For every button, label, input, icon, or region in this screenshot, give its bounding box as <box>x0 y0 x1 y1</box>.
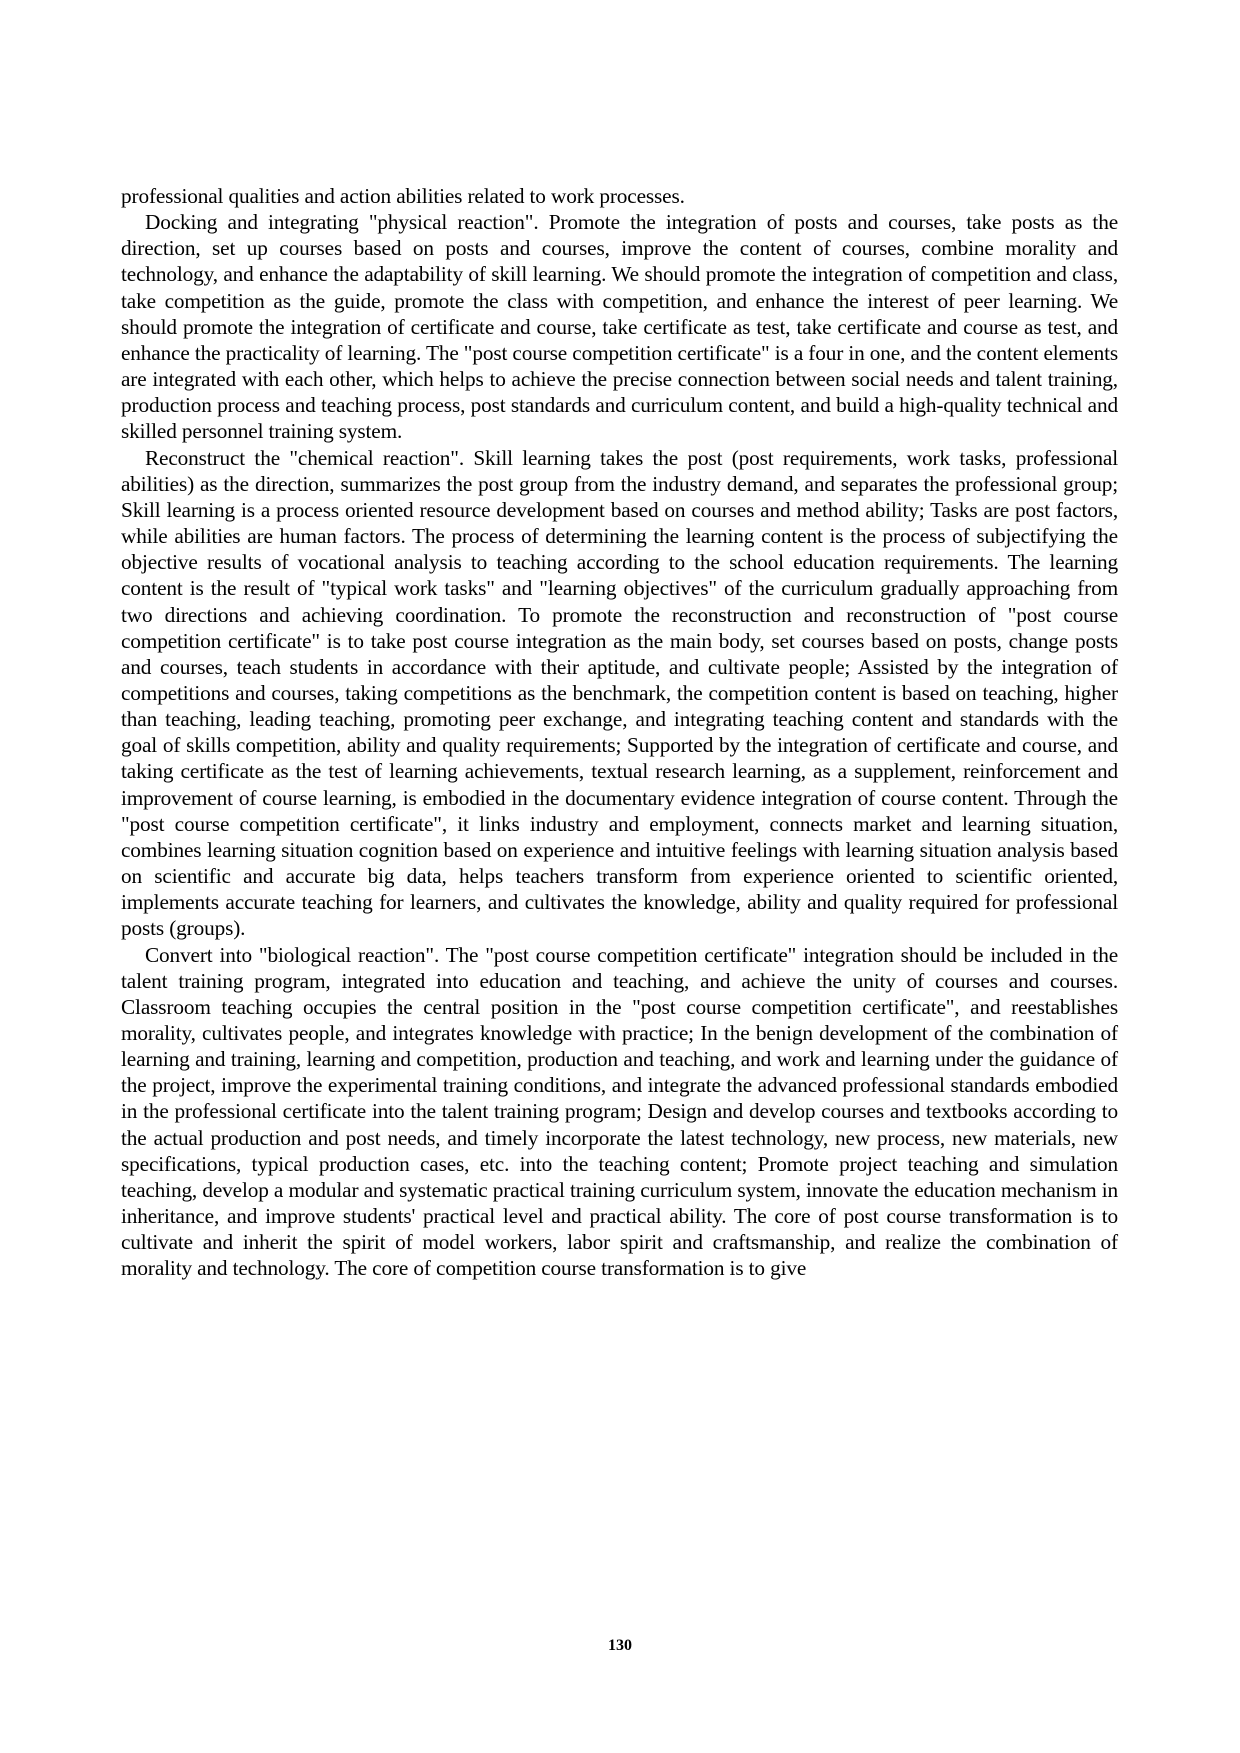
paragraph-continuation: professional qualities and action abilities related to work processes. <box>121 184 685 208</box>
paragraph-physical-reaction: Docking and integrating "physical reaction". Promote the integration of posts and courses, take posts as the direction, set up courses based on posts and courses, improve the content of courses, combine morality and technology, and enhance the adaptability of skill learning. We should promote the integration of competition and class, take competition as the guide, promote the class with competition, and enhance the interest of peer learning. We should promote the integration of certificate and course, take certificate as test, take certificate and course as test, and enhance the practicality of learning. The "post course competition certificate" is a four in one, and the content elements are integrated with each other, which helps to achieve the precise connection between social needs and talent training, production process and teaching process, post standards and curriculum content, and build a high-quality technical and skilled personnel training system. <box>121 210 1118 444</box>
paragraph-chemical-reaction: Reconstruct the "chemical reaction". Skill learning takes the post (post requirements, work tasks, professional abilities) as the direction, summarizes the post group from the industry demand, and separates the professional group; Skill learning is a process oriented resource development based on courses and method ability; Tasks are post factors, while abilities are human factors. The process of determining the learning content is the process of subjectifying the objective results of vocational analysis to teaching according to the school education requirements. The learning content is the result of "typical work tasks" and "learning objectives" of the curriculum gradually approaching from two directions and achieving coordination. To promote the reconstruction and reconstruction of "post course competition certificate" is to take post course integration as the main body, set courses based on posts, change posts and courses, teach students in accordance with their aptitude, and cultivate people; Assisted by the integration of competitions and courses, taking competitions as the benchmark, the competition content is based on teaching, higher than teaching, leading teaching, promoting peer exchange, and integrating teaching content and standards with the goal of skills competition, ability and quality requirements; Supported by the integration of certificate and course, and taking certificate as the test of learning achievements, textual research learning, as a supplement, reinforcement and improvement of course learning, is embodied in the documentary evidence integration of course content. Through the "post course competition certificate", it links industry and employment, connects market and learning situation, combines learning situation cognition based on experience and intuitive feelings with learning situation analysis based on scientific and accurate big data, helps teachers transform from experience oriented to scientific oriented, implements accurate teaching for learners, and cultivates the knowledge, ability and quality required for professional posts (groups). <box>121 445 1118 941</box>
paragraph-biological-reaction: Convert into "biological reaction". The "post course competition certificate" integration should be included in the talent training program, integrated into education and teaching, and achieve the unity of courses and courses. Classroom teaching occupies the central position in the "post course competition certificate", and reestablishes morality, cultivates people, and integrates knowledge with practice; In the benign development of the combination of learning and training, learning and competition, production and teaching, and work and learning under the guidance of the project, improve the experimental training conditions, and integrate the advanced professional standards embodied in the professional certificate into the talent training program; Design and develop courses and textbooks according to the actual production and post needs, and timely incorporate the latest technology, new process, new materials, new specifications, typical production cases, etc. into the teaching content; Promote project teaching and simulation teaching, develop a modular and systematic practical training curriculum system, innovate the education mechanism in inheritance, and improve students' practical level and practical ability. The core of post course transformation is to cultivate and inherit the spirit of model workers, labor spirit and craftsmanship, and realize the combination of morality and technology. The core of competition course transformation is to give <box>121 942 1118 1281</box>
document-body <box>121 183 1118 1282</box>
page-number: 130 <box>608 1637 632 1654</box>
